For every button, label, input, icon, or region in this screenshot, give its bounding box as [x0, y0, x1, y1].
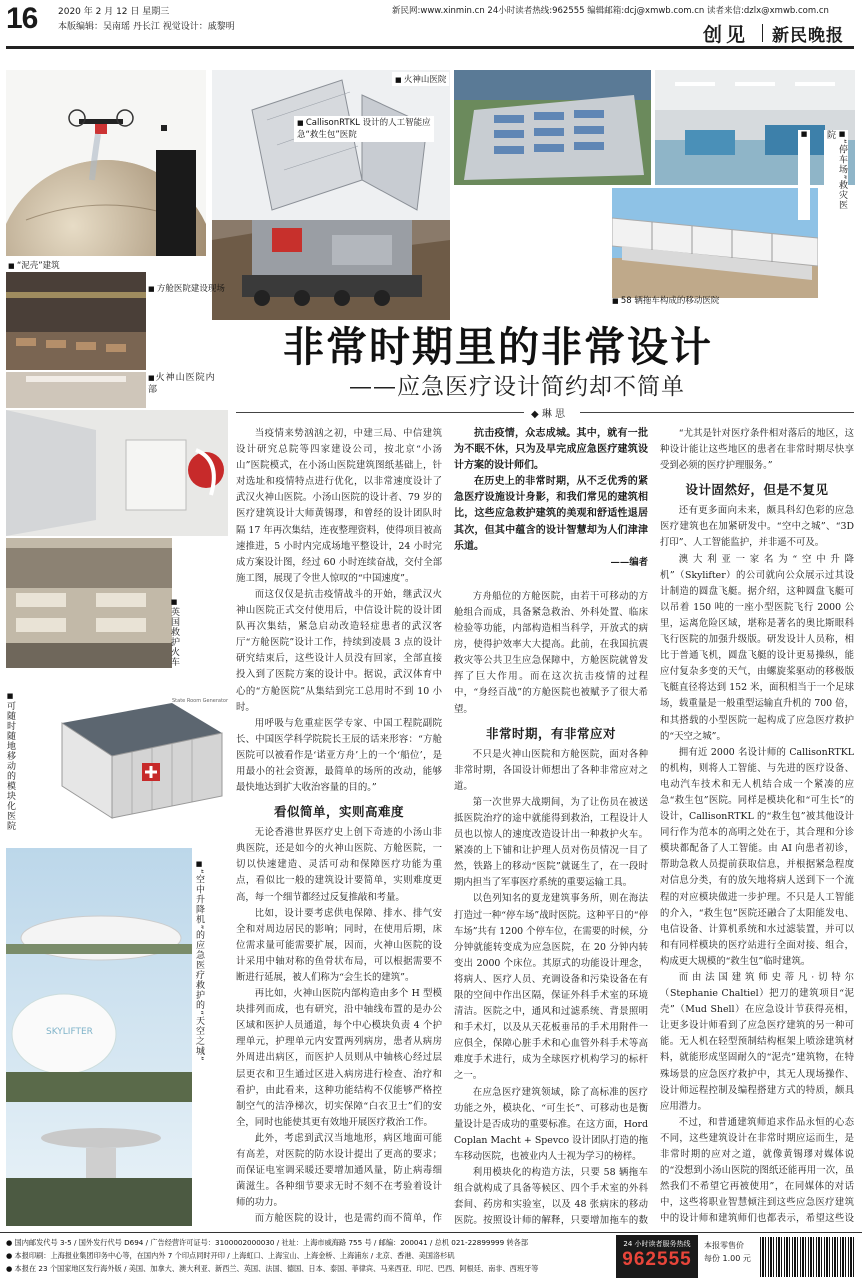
contact-info: 新民网:www.xinmin.cn 24小时读者热线:962555 编辑邮箱:dcj@xmwb.com.cn 读者来信:dzlx@xmwb.com.cn	[392, 6, 829, 16]
caption-parking: ■ “停车场”救灾医院	[824, 130, 848, 220]
editor-credits: 本版编辑：吴南瑶 丹长江 视觉设计：戚黎明	[58, 22, 235, 32]
paragraph: 澳大利亚一家名为“空中升降机”（Skylifter）的公司就向公众展示过其设计制造的圆盘飞艇。据介绍，这种圆盘飞艇可以吊着 150 吨的一座小型医院飞行 2000 公里，运离危险区域，堪称是著名的奥比斯眼科飞行医院的加强升级版。研发设计人员称，相比于普通飞机，圆盘飞艇的设计更易操纵，能应付复杂多变的天气，由螺旋桨驱动的移极版飞艇直径将达到 152 米，面积相当于一个足球场，载重量是一般重型运输直升机的 700 倍，和其搭载的小型医院一起构成了应急医疗救护的“天空之城”。	[660, 553, 854, 742]
byline: ◆ 琳 思	[531, 409, 566, 420]
paragraph: 比如，设计要考虑供电保障、排水、排气安全和对周边居民的影响；同时，在使用后期，床位需求量可能需要扩展，因而，火神山医院的设计采用中轴对称的鱼骨状布局，可以根据需要不断进行延展，被人们称为“会生长的建筑”。	[236, 907, 442, 983]
photo-modular-hospital	[22, 678, 232, 836]
paragraph: 而方舱医院的设计，也是需约而不简单，作	[254, 1213, 442, 1225]
subheading-design: 设计固然好，但是不复见	[685, 482, 829, 498]
header-rule	[6, 46, 854, 49]
paragraph: 还有更多面向未来，颇具科幻色彩的应急医疗建筑也在加紧研发中。“空中之城”、“3D 打印”、人工智能监护，并非遥不可及。	[660, 505, 854, 549]
caption-callison	[294, 116, 434, 142]
paragraph: 当疫情来势汹汹之初，中建三局、中信建筑设计研究总院等四家建设公司，按北京“小汤山”医院模式，在小汤山医院建筑图纸基础上，针对选址和疫情特点进行优化，以非常速度设计了武汉火神山医院。小汤山医院的设计者、79 岁的医疗建筑设计大师黄锡璆，和曾经的设计团队时隔 17 年再次集结，连夜整理资料，使得项目被高速推进，5 小时内完成场地平整设计，24 小时完成方案设计图，经过 60 小时连续奋战，交付全部施工图，展现了令世人惊叹的“中国速度”。	[236, 428, 442, 584]
hotline-number: 962555	[622, 1249, 692, 1270]
photo-huoshenshan-aerial	[454, 70, 651, 185]
issue-date: 2020 年 2 月 12 日 星期三	[58, 7, 170, 17]
byline-rule-right	[580, 412, 854, 413]
photo-ward-interior	[6, 410, 228, 536]
spacer	[454, 571, 648, 589]
page-number: 16	[6, 2, 38, 35]
hotline-label: 24 小时读者服务热线	[623, 1240, 691, 1248]
footer-line: ● 本报印刷：上海报业集团印务中心等，在国内外 7 个印点同时开印 / 上海虹口、上海宝山、上海金桥、上海浦东 / 北京、香港、美国洛杉矶	[6, 1251, 455, 1260]
subheading-special: 非常时期，有非常应对	[485, 725, 616, 741]
caption-britain-train: ■ 英国救护火车	[168, 598, 180, 667]
caption-nike: ■ “泥壳”建筑	[8, 259, 60, 271]
footer	[0, 1232, 862, 1280]
caption-huoshenshan-inside	[148, 372, 218, 396]
article-column-3	[660, 426, 854, 1228]
paragraph: 再比如，火神山医院内部构造由多个 H 型模块排列而成，也有研究，沿中轴线布置的是办公区域和医护人员通道，每个中心模块负责 4 个护理单元，护理单元内安置两列病房，患者从病房外周进出病区，而医护人员则从中轴核心经过层层更衣和卫生通过区进入病房进行检查、治疗和看护，由此看来，这种功能结构不仅能够严格控制空气的洁净梯次，切实保障“白衣卫士”们的安全，同时也能使其更有效地开展医疗救治工作。	[236, 988, 442, 1128]
svg-text:State Room Generator: State Room Generator	[172, 698, 229, 704]
masthead	[0, 0, 862, 64]
paragraph: 第一次世界大战期间，为了让伤员在被送抵医院治疗的途中就能得到救治，工程设计人员也以惊人的速度改造设计出一种救护火车。紧凑的上下铺和让护理人员对伤员情况一目了然，铁路上的移动“医院”就诞生了，在一段时期内担当了军事医疗系统的重要运输工具。	[454, 796, 648, 889]
article-column-2	[454, 426, 648, 1228]
photo-huoshenshan-corridor	[6, 372, 146, 408]
paragraph: “尤其是针对医疗条件相对落后的地区，这种设计能让这些地区的患者在非常时期尽快享受到必须的医疗护理服务。”	[660, 428, 854, 472]
caption-modular: ■ 可随时随地移动的模块化医院	[4, 692, 16, 831]
caption-trailer: ■ 58 辆拖车构成的移动医院	[612, 294, 719, 306]
paragraph: 拥有近 2000 名设计师的 CallisonRTKL 的机构，则将人工智能、与先进的医疗设备、电动汽车技术和无人机结合成一个紧凑的应急“救生包”医院。同样是模块化和“可生长”的设计，CallisonRTKL 的“救生包”被其他设计同行作为范本的高明之处在于，其合理和分诊模块都配备了人工智能。由 AI 向患者初诊，帮助急救人员提前获取信息，并根据紧急程度对信息分类，有的放矢地将病人送到下一个流程的对应模块做进一步护理。不只是人工智能的介入，“救生包”医院还融合了太阳能发电、电信设备、计算机系统和水过滤装置，并可以和有同样模块的医疗站进行全面对接、组合，构成更大规模的“救生包”临时建筑。	[660, 746, 854, 967]
subheadline: ——应急医疗设计简约却不简单	[349, 374, 685, 400]
section-name: 创见	[703, 24, 750, 46]
paragraph: 无论香港世界医疗史上创下奇迹的小汤山非典医院，还是如今的火神山医院、方舱医院，一切以快速建造、灵活可动和保障医疗功能为重点，看似比一般的建筑设计要简单，实则难度更高，每一个细节都经过反复推敲和考量。	[236, 827, 442, 903]
paragraph: 不过，和普通建筑师追求作品永恒的心态不同，这些建筑设计在非常时期应运而生，是非常时期的应对之道，就像黄锡璆对媒体说的“没想到小汤山医院的图纸还能再用一次，虽然我们不希望它再被使用”，在同媒体的对话中，这些将职业智慧倾注到这些应急医疗建筑中的设计师和建筑师们也都表示，希望这些设	[660, 1116, 854, 1225]
photo-trailer-hospital	[612, 188, 818, 298]
header-divider	[762, 24, 763, 42]
caption-sky: ■ “空中升降机”的应急医疗救护的“天空之城”	[193, 860, 205, 1062]
editor-note: 抗击疫情，众志成城。其中，就有一批为不眠不休，只为及早完成应急医疗建筑设计方案的设计师们。	[454, 428, 648, 472]
editor-signature: ——编者	[610, 556, 648, 568]
hotline-box	[616, 1235, 698, 1278]
paragraph: 而由法国建筑师史蒂凡·切特尔（Stephanie Chaltiel）把刀的建筑项目“泥壳”（Mud Shell）在应急设计节获得亮相，让更多设计师看到了应急医疗建筑的另一种可能。无人机在轻型预制结构框架上喷涂建筑材料，就能形成坚固耐久的“泥壳”建筑物，在特殊场景的应急医疗救护中，其无人现场操作、设计师远程控制及编程搭建方式的特质，颇具应用潜力。	[660, 972, 854, 1112]
photo-mud-shell	[6, 70, 206, 256]
caption-fangcang: ■ 方舱医院建设现场	[148, 282, 225, 294]
publication-info	[6, 1236, 612, 1275]
photo-fangcang-construction	[6, 272, 146, 370]
paragraph: 在应急医疗建筑领域，除了高标准的医疗功能之外，模块化、“可生长”、可移动也是衡量设计是否成功的重要标准。在这方面，Hord Coplan Macht + Spevco 设计团队打造的拖车移动医院，也被业内人士视为学习的榜样。	[454, 1086, 648, 1162]
caption-huoshenshan-inside-text: 火神山医院内部	[148, 373, 216, 395]
headline: 非常时期里的非常设计	[283, 323, 713, 371]
editor-note: 在历史上的非常时期，从不乏优秀的紧急医疗设施设计身影，和我们常见的建筑相比，这些应急救护建筑的美观和舒适性退居其次，但其中蕴含的设计智慧却为人们津津乐道。	[454, 476, 648, 552]
subheading-simple: 看似简单，实则高难度	[273, 804, 404, 820]
photo-callison-rescue-kit	[212, 70, 450, 320]
article-column-1	[236, 426, 442, 1228]
paragraph: 而这仅仅是抗击疫情战斗的开始，继武汉火神山医院正式交付使用后，中信设计院的设计团队再次集结，紧急启动改造轻症患者的武汉客厅“方舱医院”设计工作，持续到凌晨 3 点的设计研究结束后，这些设计人员没有回家，全部直接投入到了医院方案的设计中。据说，武汉体育中心的“方舱医院”从集结到完工总用时不到 10 小时。	[236, 588, 442, 713]
paragraph: 以色列知名的夏龙建筑事务所，则在海法打造过一种“停车场”战时医院。这种平日的“停车场”共有 1200 个停车位，在需要的时候，分分钟就能转变成为应急医院，在 20 分钟内转变出 2000 个床位。其原式的功能设计理念，将病人、医疗人员、充调设备和污染设备在有限的空间中作出区隔，保证外科手术室的环境清洁。医院之中，通风和过滤系统、背景照明和手术灯，以及从天花板垂吊的手术用附件一应俱全，保障心脏手术和心血管外科手术等高难度手术进行，成为全球医疗机构学习的标杆之一。	[454, 893, 648, 1082]
caption-trailer-side	[798, 130, 810, 220]
paragraph: 此外，考虑到武汉当地地形，病区地面可能有高差，对医院的防水设计提出了更高的要求；而保证电室调采暖还要增加通风量，防止病毒细菌滋生。各种细节要求无时不刻不在考验着设计师的功力。	[236, 1132, 442, 1209]
price-label: 本报零售价	[704, 1241, 744, 1250]
paragraph: 利用模块化的构造方法，只要 58 辆拖车组合就构成了具备等候区、四个手术室的外科套间、药房和实验室，以及 48 张病床的移动医院。按照设计师的解释，只要增加拖车的数	[454, 1167, 648, 1227]
newspaper-logo: 新民晚报	[772, 26, 844, 46]
retail-price	[704, 1239, 751, 1265]
caption-callison-text: CallisonRTKL 设计的人工智能应急“救生包”医院	[297, 118, 431, 140]
caption-huoshenshan: ■ 火神山医院	[392, 72, 449, 86]
footer-line: ● 本报在 23 个国家地区发行海外版 / 美国、加拿大、澳大利亚、新西兰、英国、法国、德国、日本、泰国、菲律宾、马来西亚、印尼、巴西、阿根廷、南非、西班牙等	[6, 1264, 539, 1273]
byline-rule-left	[236, 412, 524, 413]
footer-line: ● 国内邮发代号 3-5 / 国外发行代号 D694 / 广告经营许可证号：3100002000030 / 社址：上海市威海路 755 号 / 邮编：200041 / 总机 021-22899999 转各部	[6, 1238, 529, 1247]
svg-text:SKYLIFTER: SKYLIFTER	[46, 1027, 93, 1037]
paragraph: 不只是火神山医院和方舱医院，面对各种非常时期，各国设计师想出了各种非常应对之道。	[454, 748, 648, 792]
paragraph: 用呼吸与危重症医学专家、中国工程院副院长、中国医学科学院院长王辰的话来形容：“方舱医院可以被看作是‘诺亚方舟’上的一个‘船位’，是用最小的社会资源，最简单的场所的改动，能够最快地达到扩大收治容量的目的。”	[236, 717, 442, 794]
barcode	[760, 1237, 854, 1277]
price-value: 每份 1.00 元	[704, 1254, 751, 1263]
photo-sky-city	[6, 848, 192, 1226]
photo-ambulance-train	[6, 538, 172, 668]
paragraph: 方舟船位的方舱医院，由若干可移动的方舱组合而成，具备紧急救治、外科处置、临床检验等功能，内部构造相当科学，开放式的病房，使得护效率大大提高。此前，在我国抗震救灾等公共卫生应急保障中，方舱医院就曾发挥了巨大作用。而在这次抗击疫情的过程中，“身经百战”的方舱医院也被赋予了很大希望。	[454, 590, 648, 715]
